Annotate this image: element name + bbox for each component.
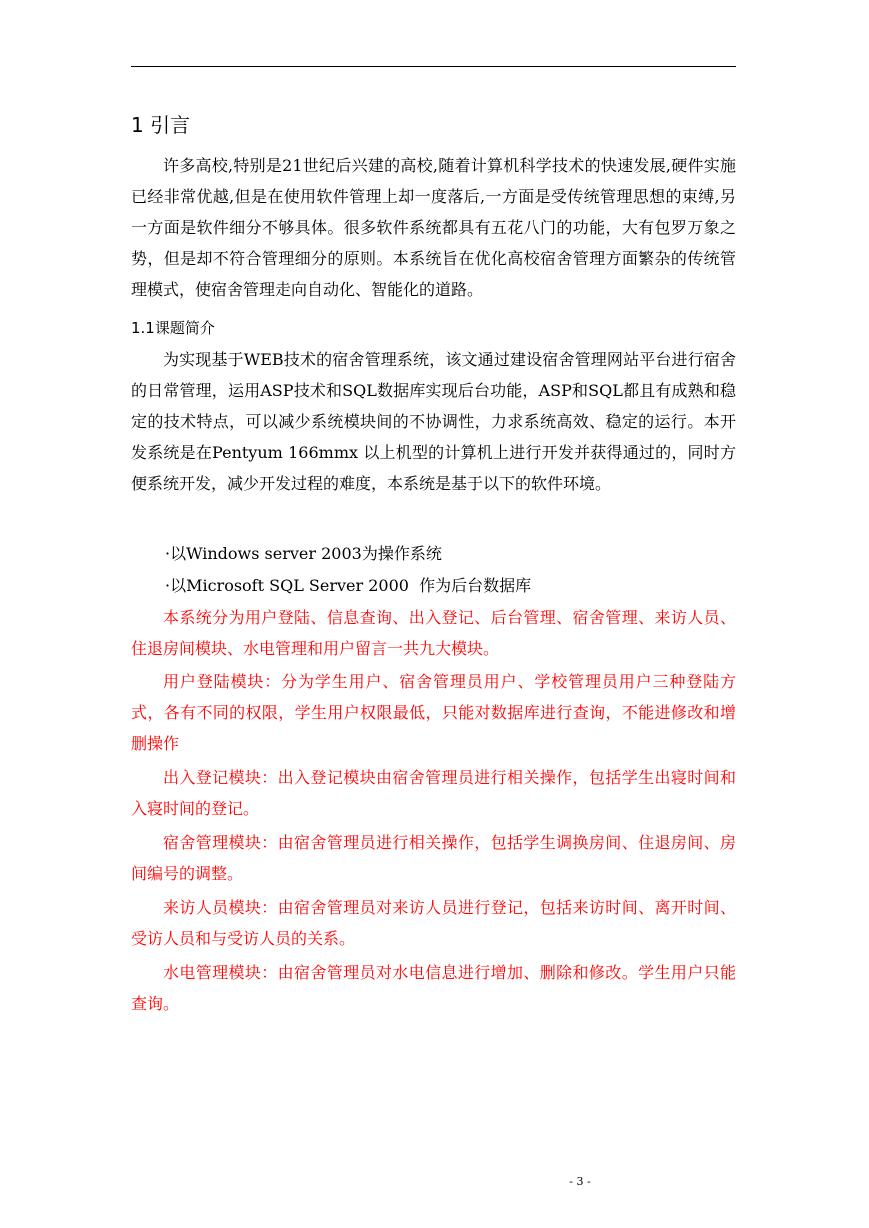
bullet-os: ·以Windows server 2003为操作系统 xyxy=(165,544,442,563)
module-register: 出入登记模块：出入登记模块由宿舍管理员进行相关操作，包括学生出寝时间和入寝时间的登记。 xyxy=(131,768,736,818)
modules-overview: 本系统分为用户登陆、信息查询、出入登记、后台管理、宿舍管理、来访人员、住退房间模块、水电管理和用户留言一共九大模块。 xyxy=(131,608,736,658)
subsection-paragraph: 为实现基于WEB技术的宿舍管理系统，该文通过建设宿舍管理网站平台进行宿舍的日常管理，运用ASP技术和SQL数据库实现后台功能，ASP和SQL都且有成熟和稳定的技术特点，可以减少系统模块间的不协调性，力求系统高效、稳定的运行。本开发系统是在Pentyum 166mmx 以上机型的计算机上进行开发并获得通过的，同时方便系统开发，减少开发过程的难度，本系统是基于以下的软件环境。 xyxy=(131,350,736,493)
module-visitor: 来访人员模块：由宿舍管理员对来访人员进行登记，包括来访时间、离开时间、受访人员和与受访人员的关系。 xyxy=(131,898,736,948)
module-login: 用户登陆模块：分为学生用户、宿舍管理员用户、学校管理员用户三种登陆方式，各有不同的权限，学生用户权限最低，只能对数据库进行查询，不能进修改和增删操作 xyxy=(131,672,736,753)
subsection-title: 1.1课题简介 xyxy=(131,319,215,337)
header-rule xyxy=(131,66,736,67)
intro-paragraph: 许多高校,特别是21世纪后兴建的高校,随着计算机科学技术的快速发展,硬件实施已经非常优越,但是在使用软件管理上却一度落后,一方面是受传统管理思想的束缚,另一方面是软件细分不够具体。很多软件系统都具有五花八门的功能，大有包罗万象之势，但是却不符合管理细分的原则。本系统旨在优化高校宿舍管理方面繁杂的传统管理模式，使宿舍管理走向自动化、智能化的道路。 xyxy=(131,156,736,299)
section-title: 1 引言 xyxy=(131,113,191,137)
bullet-database: ·以Microsoft SQL Server 2000 作为后台数据库 xyxy=(165,576,532,595)
page-number: - 3 - xyxy=(569,1175,591,1188)
module-utility: 水电管理模块：由宿舍管理员对水电信息进行增加、删除和修改。学生用户只能查询。 xyxy=(131,963,736,1013)
module-dorm: 宿舍管理模块：由宿舍管理员进行相关操作，包括学生调换房间、住退房间、房间编号的调整。 xyxy=(131,833,736,883)
